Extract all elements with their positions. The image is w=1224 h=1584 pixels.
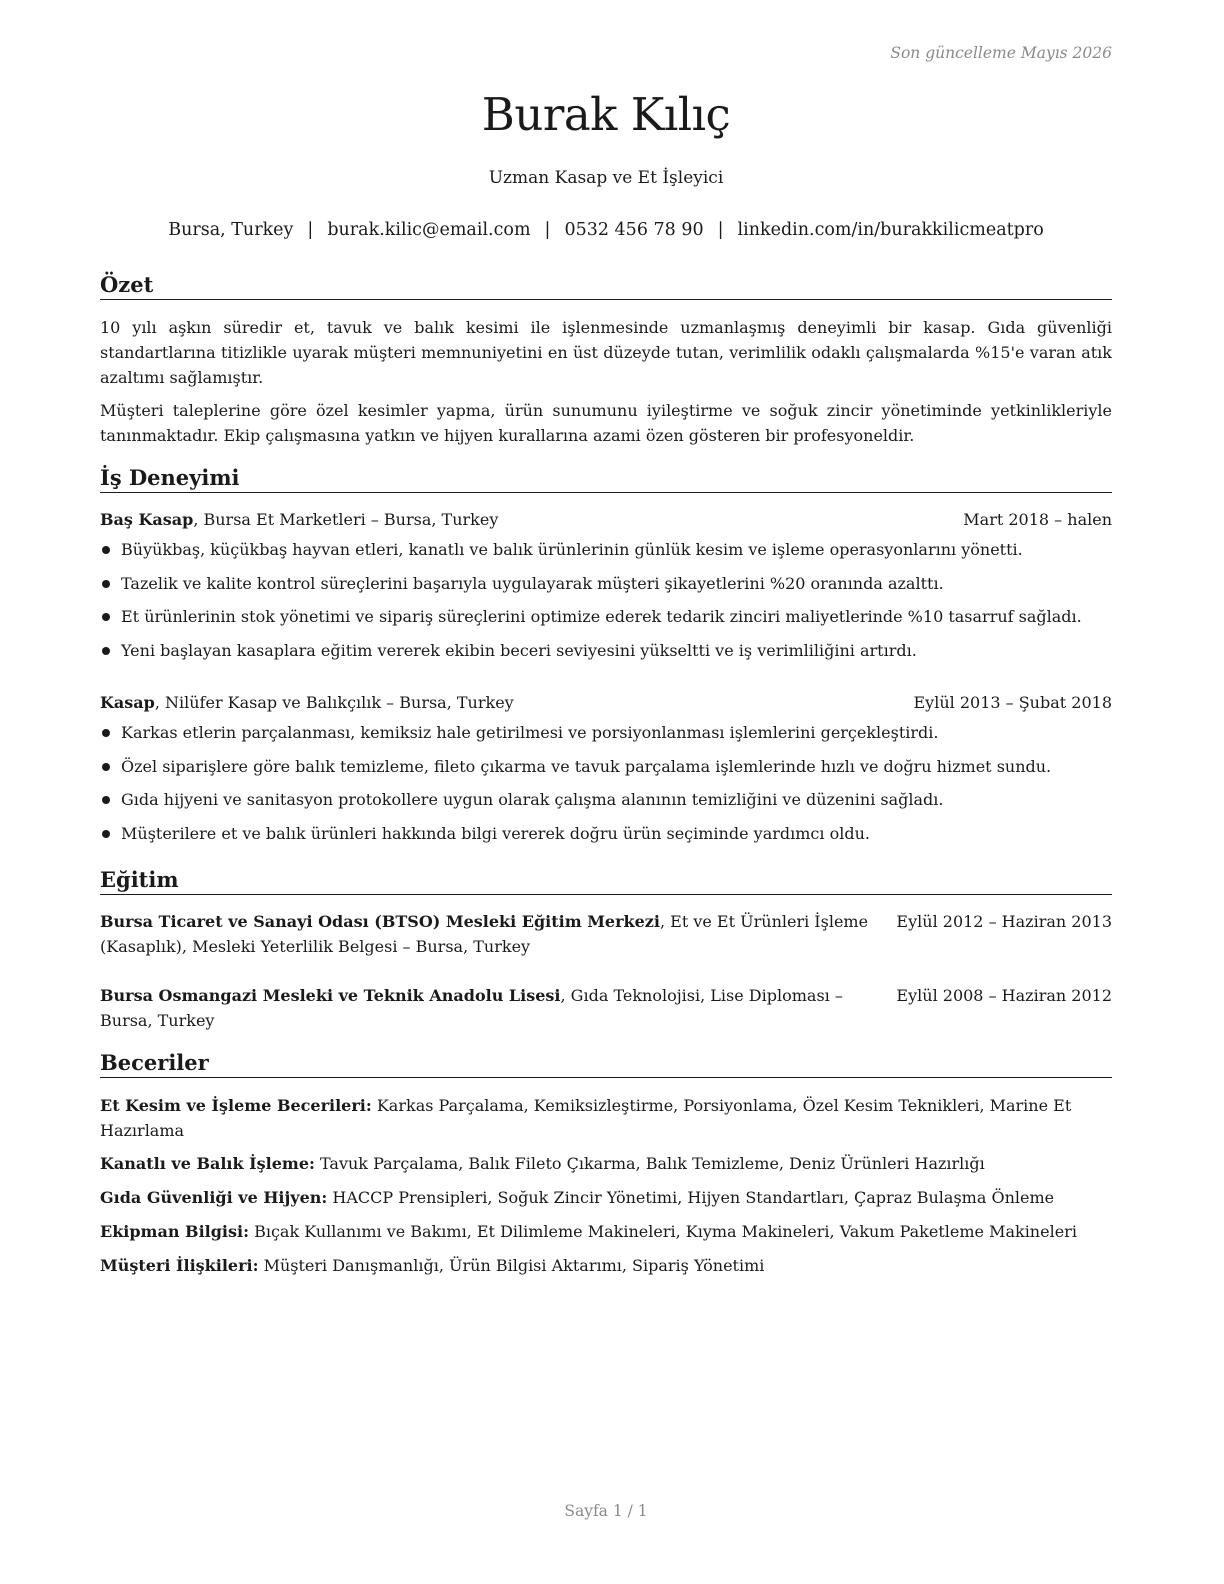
summary-paragraph: Müşteri taleplerine göre özel kesimler yapma, ürün sunumunu iyileştirme ve soğuk zincir yönetiminde yetkinlikleriyle tanınmaktadır. Ekip çalışmasına yatkın ve hijyen kurallarına azami özen gösteren bir profesyoneldir.: [100, 401, 1112, 445]
list-item: Tazelik ve kalite kontrol süreçlerini başarıyla uygulayarak müşteri şikayetlerini %20 oranında azalttı.: [100, 573, 1130, 607]
section-heading-skills: Beceriler: [100, 1050, 1112, 1078]
list-item: Karkas etlerin parçalanması, kemiksiz hale getirilmesi ve porsiyonlanması işlemlerini gerçekleştirdi.: [100, 722, 1130, 756]
job-bullet-list: [100, 539, 1130, 673]
contact-phone: 0532 456 78 90: [564, 220, 704, 240]
education-dates: Eylül 2012 – Haziran 2013: [896, 912, 1112, 931]
list-item: Büyükbaş, küçükbaş hayvan etleri, kanatlı ve balık ürünlerinin günlük kesim ve işleme operasyonlarını yönetti.: [100, 539, 1130, 573]
job-role-employer: [100, 509, 498, 531]
job-dates: Mart 2018 – halen: [963, 510, 1112, 529]
bullet-icon: [102, 796, 110, 804]
skill-category: Müşteri İlişkileri:: [100, 1256, 259, 1275]
bullet-icon: [102, 580, 110, 588]
list-item: Gıda hijyeni ve sanitasyon protokollere uygun olarak çalışma alanının temizliğini ve düzenini sağladı.: [100, 789, 1130, 823]
contact-line: [100, 220, 1112, 240]
job-role-employer: [100, 692, 514, 714]
skill-values: Tavuk Parçalama, Balık Fileto Çıkarma, Balık Temizleme, Deniz Ürünleri Hazırlığı: [314, 1154, 985, 1173]
contact-linkedin[interactable]: linkedin.com/in/burakkilicmeatpro: [737, 220, 1044, 240]
skill-category: Ekipman Bilgisi:: [100, 1222, 249, 1241]
section-heading-experience: İş Deneyimi: [100, 465, 1112, 493]
skill-line: [100, 1219, 1112, 1244]
job-title: Uzman Kasap ve Et İşleyici: [488, 168, 724, 188]
education-detail: , Et ve Et Ürünleri İşleme: [659, 912, 869, 931]
school-name: Bursa Ticaret ve Sanayi Odası (BTSO) Mesleki Eğitim Merkezi: [100, 912, 660, 931]
job-dates: Eylül 2013 – Şubat 2018: [913, 693, 1112, 712]
skill-values: Bıçak Kullanımı ve Bakımı, Et Dilimleme Makineleri, Kıyma Makineleri, Vakum Paketleme Makineleri: [248, 1222, 1077, 1241]
job-role: Kasap: [100, 693, 155, 712]
list-item: Et ürünlerinin stok yönetimi ve sipariş süreçlerini optimize ederek tedarik zinciri maliyetlerinde %10 tasarruf sağladı.: [100, 606, 1130, 640]
skill-values: Karkas Parçalama, Kemiksizleştirme, Porsiyonlama, Özel Kesim Teknikleri, Marine Et Hazırlama: [100, 1096, 1072, 1140]
summary-paragraph: 10 yılı aşkın süredir et, tavuk ve balık kesimi ile işlenmesinde uzmanlaşmış deneyimli bir kasap. Gıda güvenliği standartlarına titizlikle uyarak müşteri memnuniyetini en üst düzeyde tutan, verimlilik odaklı çalışmalarda %15'e varan atık azaltımı sağlamıştır.: [100, 318, 1112, 387]
contact-email[interactable]: burak.kilic@email.com: [327, 220, 531, 240]
contact-location: Bursa, Turkey: [168, 220, 294, 240]
skill-line: [100, 1093, 1112, 1143]
job-role: Baş Kasap: [100, 510, 194, 529]
skill-category: Et Kesim ve İşleme Becerileri:: [100, 1096, 372, 1115]
separator: |: [307, 220, 314, 240]
bullet-icon: [102, 546, 110, 554]
skill-line: [100, 1151, 1112, 1176]
list-item: Yeni başlayan kasaplara eğitim vererek ekibin beceri seviyesini yükseltti ve iş verimliliğini artırdı.: [100, 640, 1130, 674]
bullet-icon: [102, 647, 110, 655]
education-detail: , Gıda Teknolojisi, Lise Diploması –: [560, 986, 843, 1005]
bullet-icon: [102, 763, 110, 771]
job-bullet-list: [100, 722, 1130, 856]
last-updated: Son güncelleme Mayıs 2026: [890, 44, 1112, 62]
education-entry: [100, 909, 1112, 959]
education-detail: Bursa, Turkey: [100, 1011, 215, 1030]
section-heading-education: Eğitim: [100, 867, 1112, 895]
section-heading-summary: Özet: [100, 272, 1112, 300]
bullet-icon: [102, 830, 110, 838]
job-employer: , Bursa Et Marketleri – Bursa, Turkey: [193, 510, 499, 529]
list-item: Özel siparişlere göre balık temizleme, fileto çıkarma ve tavuk parçalama işlemlerinde hızlı ve doğru hizmet sundu.: [100, 756, 1130, 790]
job-header: [100, 509, 1112, 531]
education-entry: [100, 983, 1112, 1033]
skill-category: Gıda Güvenliği ve Hijyen:: [100, 1188, 328, 1207]
list-item: Müşterilere et ve balık ürünleri hakkında bilgi vererek doğru ürün seçiminde yardımcı oldu.: [100, 823, 1130, 857]
skill-values: Müşteri Danışmanlığı, Ürün Bilgisi Aktarımı, Sipariş Yönetimi: [258, 1256, 765, 1275]
bullet-icon: [102, 729, 110, 737]
page-number: Sayfa 1 / 1: [564, 1502, 648, 1520]
skill-values: HACCP Prensipleri, Soğuk Zincir Yönetimi, Hijyen Standartları, Çapraz Bulaşma Önleme: [327, 1188, 1055, 1207]
education-detail: (Kasaplık), Mesleki Yeterlilik Belgesi – Bursa, Turkey: [100, 937, 531, 956]
education-dates: Eylül 2008 – Haziran 2012: [896, 986, 1112, 1005]
separator: |: [717, 220, 724, 240]
skill-category: Kanatlı ve Balık İşleme:: [100, 1154, 315, 1173]
skill-line: [100, 1185, 1112, 1210]
candidate-name: Burak Kılıç: [481, 88, 731, 141]
school-name: Bursa Osmangazi Mesleki ve Teknik Anadolu Lisesi: [100, 986, 561, 1005]
skill-line: [100, 1253, 1112, 1278]
job-employer: , Nilüfer Kasap ve Balıkçılık – Bursa, Turkey: [154, 693, 514, 712]
job-header: [100, 692, 1112, 714]
separator: |: [544, 220, 551, 240]
bullet-icon: [102, 613, 110, 621]
